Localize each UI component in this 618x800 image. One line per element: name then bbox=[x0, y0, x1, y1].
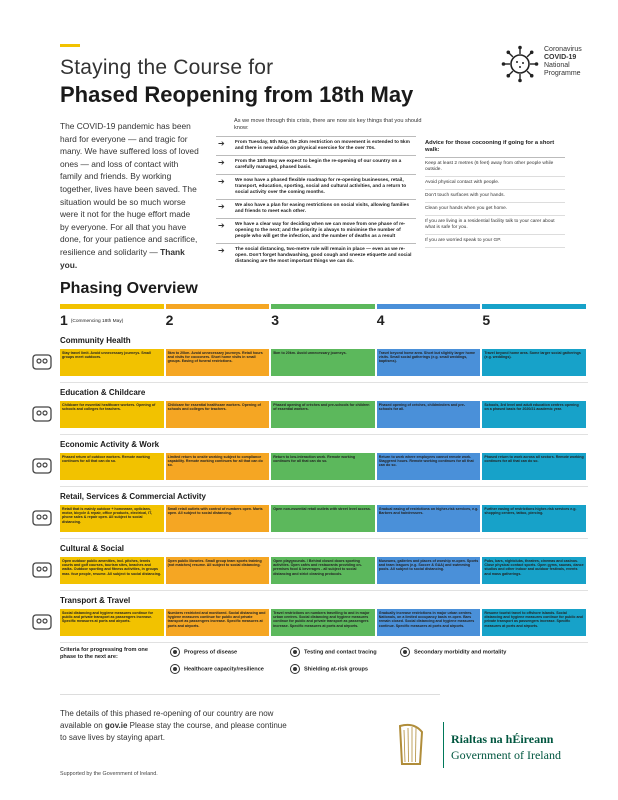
advice-item: If you are living in a residential facility talk to your carer about what is safe for you. bbox=[425, 216, 565, 235]
phase-cell: Phased return of outdoor workers. Remote working continues for all that can do so. bbox=[60, 453, 164, 480]
section-heading: Education & Childcare bbox=[60, 388, 146, 397]
intro-text: The COVID-19 pandemic has been hard for everyone — and tragic for many. We have suffered loss of loved ones — and loss of contact with family and friends. By working together, lives have been saved. The situation would be so much worse were it not for the huge effort made by everyone. For all that you have done, for your patience and sacrifice, resilience and solidarity — bbox=[60, 121, 199, 257]
key-thing-item: ➔ We also have a plan for easing restrictions on social visits, allowing families and friends to meet each other. bbox=[216, 199, 416, 218]
phase-row bbox=[60, 349, 588, 376]
phase-number: 5 bbox=[482, 312, 491, 328]
arrow-right-icon: ➔ bbox=[218, 246, 225, 255]
advice-item: Clean your hands when you get home. bbox=[425, 203, 565, 216]
shield-icon bbox=[290, 664, 300, 674]
education-icon bbox=[30, 402, 54, 426]
phase-cell: Resume tourist travel to offshore islands. Social distancing and hygiene measures continue for public and private transport as passengers increase. Specific measures at ports and airports. bbox=[482, 609, 586, 636]
phase-cell: Numbers restricted and monitored. Social distancing and hygiene measures continue for public and private transport as passengers increase. Specific measures at ports and airports. bbox=[166, 609, 270, 636]
phase-cell: Small retail outlets with control of numbers open. Marts open. All subject to social distancing. bbox=[166, 505, 270, 532]
intro-paragraph bbox=[60, 120, 200, 271]
accent-bar bbox=[60, 44, 80, 47]
phase-cell: Open public libraries. Small group team sports training (not matches) resume. All subject to social distancing. bbox=[166, 557, 270, 584]
phase-section bbox=[30, 492, 590, 544]
phase-bar bbox=[166, 304, 270, 309]
phase-cell: Childcare for essential healthcare workers. Opening of schools and colleges for teachers. bbox=[60, 401, 164, 428]
phase-number: 3 bbox=[271, 312, 279, 328]
phase-cell: Phased opening of crèches and pre-schools for children of essential workers. bbox=[271, 401, 375, 428]
phase-cell: Social distancing and hygiene measures continue for public and private transport as passengers increase. Specific measures at ports and airports. bbox=[60, 609, 164, 636]
work-icon bbox=[30, 454, 54, 478]
phase-cell: Open outdoor public amenities, incl. pitches, tennis courts and golf courses, tourism sites, beaches and walks. Outdoor sporting and fitness activities, in groups max. four people, resume. All subject to social distancing. bbox=[60, 557, 164, 584]
progress-icon bbox=[170, 647, 180, 657]
community-health-icon bbox=[30, 350, 54, 374]
key-things-intro: As we move through this crisis, there are now six key things that you should know: bbox=[234, 118, 422, 132]
criteria-item: Shielding at-risk groups bbox=[290, 664, 368, 674]
section-divider bbox=[60, 642, 588, 643]
phase-cell: Museums, galleries and places of worship re-open. Sports and team leagues (e.g. Soccer & GAA) and swimming pools. All subject to social distancing. bbox=[377, 557, 481, 584]
virus-icon bbox=[500, 44, 540, 84]
gov-name-english: Government of Ireland bbox=[451, 748, 561, 762]
phase-section bbox=[30, 440, 590, 492]
phase-cell: Further easing of restrictions higher-risk services e.g. shopping centres, tattoo, piercing. bbox=[482, 505, 586, 532]
phase-cell: Return to work where employees cannot remote work. Staggered hours. Remote working continues for all that can do so. bbox=[377, 453, 481, 480]
phase-cell: Gradual easing of restrictions on higher-risk services, e.g. Barbers and hairdressers. bbox=[377, 505, 481, 532]
arrow-right-icon: ➔ bbox=[218, 202, 225, 211]
cocooning-advice bbox=[425, 140, 565, 248]
arrow-right-icon: ➔ bbox=[218, 158, 225, 167]
key-thing-item: ➔ From the 18th May we expect to begin the re-opening of our country on a carefully managed, phased basis. bbox=[216, 155, 416, 174]
phase-cell: Childcare for essential healthcare workers. Opening of schools and colleges for teachers. bbox=[166, 401, 270, 428]
section-heading: Community Health bbox=[60, 336, 131, 345]
criteria-item: Testing and contact tracing bbox=[290, 647, 377, 657]
phase-cell: Pubs, bars, nightclubs, theatres, cinemas and casinos. Close physical contact sports. Open gyms, saunas, dance studios and other indoor and outdoor festivals, events and mass gatherings. bbox=[482, 557, 586, 584]
section-divider bbox=[60, 382, 588, 383]
advice-item: Don't touch surfaces with your hands. bbox=[425, 190, 565, 203]
advice-item: Keep at least 2 metres (6 feet) away from other people while outside. bbox=[425, 158, 565, 177]
harp-icon bbox=[394, 722, 428, 768]
phase-cell: Travel beyond home area. Some larger social gatherings (e.g. weddings). bbox=[482, 349, 586, 376]
phase-section bbox=[30, 388, 590, 440]
phase-cell: 5km to 20km. Avoid unnecessary journeys. Retail hours and visits for cocooners. Short home visits in small groups. Easing of funeral restrictions. bbox=[166, 349, 270, 376]
phase-number: 2 bbox=[165, 312, 174, 328]
criteria-item: Healthcare capacity/resilience bbox=[170, 664, 264, 674]
key-thing-item: ➔ From Tuesday, 5th May, the 2km restriction on movement is extended to 5km and there is new advice on physical exercise for the over 70s. bbox=[216, 136, 416, 155]
phase-cell: Gradually increase restrictions in major urban centres. Nationals, on a limited occupancy basis re-open. Bars remain closed. Social distancing and hygiene measures continue. Specific measures at ports and airports. bbox=[377, 609, 481, 636]
key-thing-item: ➔ The social distancing, two-metre rule will remain in place — even as we re-open. Don't forget handwashing, good cough and sneeze etiquette and social distancing are the most important things we can do. bbox=[216, 243, 416, 268]
section-heading: Cultural & Social bbox=[60, 544, 125, 553]
phase-cell: Phased return to work across all sectors. Remote working continues for all that can do so. bbox=[482, 453, 586, 480]
criteria-item: Secondary morbidity and mortality bbox=[400, 647, 520, 657]
phase-row bbox=[60, 505, 588, 532]
phase-number: 4 bbox=[376, 312, 385, 328]
phase-cell: 5km to 20km. Avoid unnecessary journeys. bbox=[271, 349, 375, 376]
gov-divider bbox=[443, 722, 444, 768]
logo-line-2: COVID-19 bbox=[544, 54, 577, 61]
footer-text: The details of this phased re-opening of our country are now available on gov.ie Please stay the course, and please continue to save lives by staying apart. bbox=[60, 709, 287, 742]
phase-number: 1 (Commencing 18th May) bbox=[60, 312, 124, 328]
section-divider bbox=[60, 486, 588, 487]
logo-line-3: National bbox=[544, 62, 570, 69]
phase-row bbox=[60, 557, 588, 584]
phase-color-bars bbox=[60, 304, 580, 309]
phase-cell: Schools, 3rd level and adult education centres opening on a phased basis for 2020/21 academic year. bbox=[482, 401, 586, 428]
phase-bar bbox=[271, 304, 375, 309]
phase-cell: Travel beyond home area. Short but slightly larger home visits. Small social gatherings (e.g. small weddings, baptisms). bbox=[377, 349, 481, 376]
intro-thanks: Thank you. bbox=[60, 246, 185, 270]
phasing-title: Phasing Overview bbox=[60, 280, 198, 297]
gov-name-irish: Rialtas na hÉireann bbox=[451, 732, 554, 746]
divider bbox=[60, 694, 440, 695]
phase-row bbox=[60, 609, 588, 636]
phase-section bbox=[30, 596, 590, 648]
phase-bar bbox=[60, 304, 164, 309]
phase-section bbox=[30, 336, 590, 388]
supported-by: Supported by the Government of Ireland. bbox=[60, 771, 158, 777]
section-heading: Transport & Travel bbox=[60, 596, 131, 605]
section-heading: Retail, Services & Commercial Activity bbox=[60, 492, 206, 501]
section-divider bbox=[60, 590, 588, 591]
page-subtitle: Staying the Course for bbox=[60, 56, 274, 79]
retail-icon bbox=[30, 506, 54, 530]
phase-cell: Stay travel limit. Avoid unnecessary journeys. Small groups meet outdoors. bbox=[60, 349, 164, 376]
section-divider bbox=[60, 434, 588, 435]
phase-bar bbox=[482, 304, 586, 309]
phase-cell: Retail that is mainly outdoor + homeware, opticians, motor, bicycle & repair, office products, electrical, IT, phone sales & repair open. All subject to social distancing. bbox=[60, 505, 164, 532]
criteria-item: Progress of disease bbox=[170, 647, 237, 657]
phase-row bbox=[60, 453, 588, 480]
phase-bar bbox=[377, 304, 481, 309]
healthcare-icon bbox=[170, 664, 180, 674]
arrow-right-icon: ➔ bbox=[218, 177, 225, 186]
morbidity-icon bbox=[400, 647, 410, 657]
section-heading: Economic Activity & Work bbox=[60, 440, 160, 449]
phase-cell: Return to low-interaction work. Remote working continues for all that can do so. bbox=[271, 453, 375, 480]
logo-line-4: Programme bbox=[544, 70, 581, 77]
transport-icon bbox=[30, 610, 54, 634]
phase-cell: Phased opening of crèches, childminders and pre-schools for all. bbox=[377, 401, 481, 428]
advice-item: If you are worried speak to your GP. bbox=[425, 235, 565, 248]
key-things-list bbox=[216, 136, 416, 268]
phase-numbers bbox=[60, 312, 580, 332]
section-divider bbox=[60, 538, 588, 539]
gov-ie-link[interactable]: gov.ie bbox=[104, 721, 128, 730]
criteria-label: Criteria for progressing from one phase to the next are: bbox=[60, 647, 148, 660]
arrow-right-icon: ➔ bbox=[218, 221, 225, 230]
testing-icon bbox=[290, 647, 300, 657]
logo-line-1: Coronavirus bbox=[544, 46, 582, 53]
advice-item: Avoid physical contact with people. bbox=[425, 177, 565, 190]
phase-section bbox=[30, 544, 590, 596]
phase-cell: Open playgrounds. / Behind closed doors sporting activities. Open cafés and restaurants providing on-premises food & beverages - all subject to social distancing and strict cleaning protocols. bbox=[271, 557, 375, 584]
page-title: Phased Reopening from 18th May bbox=[60, 82, 414, 107]
covid-programme-logo bbox=[500, 44, 618, 90]
key-thing-item: ➔ We have a clear way for deciding when we can move from one phase of re-opening to the next; and the priority is always to minimise the number of people who will get the infection, and the number of deaths as a result bbox=[216, 218, 416, 243]
cultural-icon bbox=[30, 558, 54, 582]
key-thing-item: ➔ We now have a phased flexible roadmap for re-opening businesses, retail, transport, education, sporting, social and cultural activities, and a return to social activity over the coming months. bbox=[216, 174, 416, 199]
phase-cell: Limited return to onsite working subject to compliance capability. Remote working continues for all that can do so. bbox=[166, 453, 270, 480]
criteria-block bbox=[60, 647, 590, 687]
phase-row bbox=[60, 401, 588, 428]
advice-heading: Advice for those cocooning if going for a short walk: bbox=[425, 140, 565, 158]
arrow-right-icon: ➔ bbox=[218, 139, 225, 148]
phase-cell: Travel restrictions on numbers travelling to and in major urban centres. Social distancing and hygiene measures continue for public and private transport as passengers increase. Specific measures at ports and airports. bbox=[271, 609, 375, 636]
phase-cell: Open non-essential retail outlets with street level access. bbox=[271, 505, 375, 532]
